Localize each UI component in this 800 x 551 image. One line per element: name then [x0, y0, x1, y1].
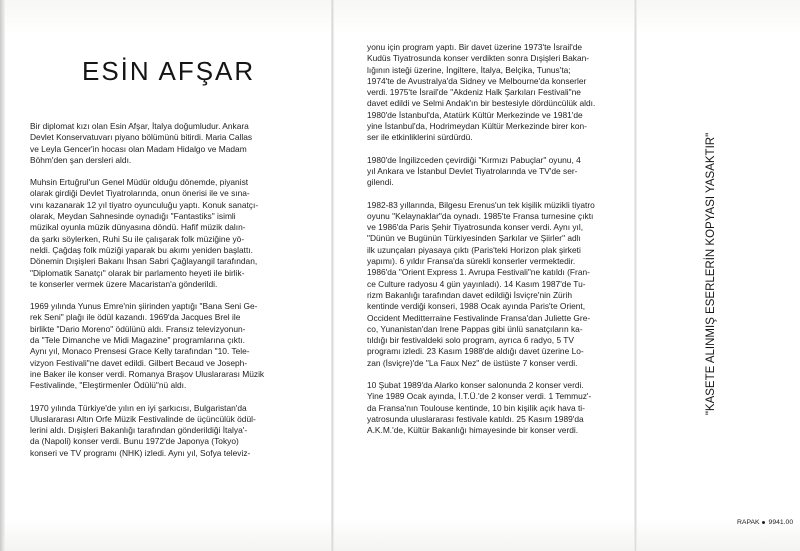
fold-line-1: [331, 0, 334, 551]
bio-paragraph: 1982-83 yıllarında, Bilgesu Erenus'un tek kişilik müzikli tiyatro oyunu "Kelaynaklar"da oynadı. 1985'te Fransa turnesine çıktı ve 1986'da Paris Şehir Tiyatrosunda konser verdi. Aynı yıl, "Dünün ve Bugünün Türkiyesinden Şarkılar ve Şiirler" adlı ilk uzunçaları piyasaya çıktı (Paris'teki Horizon plak şirketi yapımı). 6 yıldır Fransa'da sürekli konserler vermektedir. 1986'da "Orient Express 1. Avrupa Festivali"ne katıldı (Fran- ce Culture radyosu 4 gün yayınladı). 14 Kasım 1987'de Tu- rizm Bakanlığı tarafından davet edildiği İsviçre'nin Zürih kentinde verdiği konseri, 1988 Ocak ayında Paris'te Orient, Occident Meditterraine Festivalinde Fransa'dan Juliette Gre- co, Yunanistan'dan Irene Pappas gibi ünlü sanatçıların ka- tıldığı bir festivaldeki solo program, ayrıca 6 radyo, 5 TV programı izledi. 23 Kasım 1988'de aldığı davet üzerine Lo- zan (İsviçre)'de "La Faux Nez" de üstüste 7 konser verdi.: [367, 199, 595, 368]
bio-paragraph: 10 Şubat 1989'da Alarko konser salonunda 2 konser verdi. Yine 1989 Ocak ayında, İ.T.Ü.'de 2 konser verdi. 1 Temmuz'- da Fransa'nın Toulouse kentinde, 10 bin kişilik açık hava ti- yatrosunda uluslararası festivale katıldı. 25 Kasım 1989'da A.K.M.'de, Kültür Bakanlığı himayesinde bir konser verdi.: [367, 380, 592, 436]
bullet-icon: [762, 521, 765, 524]
copy-prohibited-notice: "KASETE ALINMIŞ ESERLERİN KOPYASI YASAKTIR": [705, 132, 717, 416]
bio-paragraph: Muhsin Ertuğrul'un Genel Müdür olduğu dönemde, piyanist olarak girdiği Devlet Tiyatrolarında, onun önerisi ile ve sına- vını kazanarak 12 yıl tiyatro oyunculuğu yaptı. Konuk sanatçı- olarak, Meydan Sahnesinde oynadığı "Fantastiks" isimli müzikal oyunla müzik dünyasına döndü. Hafif müzik dalın- da şarkı söylerken, Ruhi Su ile çalışarak folk müziğine yö- neldi. Çağdaş folk müziği yaparak bu akımı yeniden başlattı. Dönemin Dışişleri Bakanı İhsan Sabri Çağlayangil tarafından, "Diplomatik Sanatçı" olarak bir parlamento heyeti ile birlik- te konserler vermek üzere Macaristan'a gönderildi.: [30, 177, 259, 289]
bio-paragraph: 1969 yılında Yunus Emre'nin şiirinden yaptığı "Bana Seni Ge- rek Seni" plağı ile ödül kazandı. 1969'da Jacques Brel ile birlikte "Dario Moreno" ödülünü aldı. Fransız televizyonun- da "Tele Dimanche ve Midi Magazine" programlarına çıktı. Aynı yıl, Monaco Prensesi Grace Kelly tarafından "10. Tele- vizyon Festivali"ne davet edildi. Gilbert Becaud ve Joseph- ine Baker ile konser verdi. Romanya Braşov Uluslararası Müzik Festivalinde, "Eleştirmenler Ödülü"nü aldı.: [30, 301, 265, 391]
spine-panel: [703, 0, 719, 551]
biography-column-right: [367, 42, 629, 448]
bio-paragraph: yonu için program yaptı. Bir davet üzerine 1973'te İsrail'de Kudüs Tiyatrosunda konser verdikten sonra Dışişleri Bakan- lığının isteği üzerine, İngiltere, İtalya, Belçika, Tunus'ta; 1974'te de Avustralya'da Sidney ve Melbourne'da konserler verdi. 1975'te İsrail'de "Akdeniz Halk Şarkıları Festivali"ne davet edildi ve Selmi Andak'ın bir bestesiyle dördüncülük aldı. 1980'de İstanbul'da, Atatürk Kültür Merkezinde ve 1981'de yine İstanbul'da, Hodrimeydan Kültür Merkezinde birer kon- ser ile etkinliklerini sürdürdü.: [367, 42, 596, 143]
bio-paragraph: 1970 yılında Türkiye'de yılın en iyi şarkıcısı, Bulgaristan'da Uluslararası Altın Orfe Müzik Festivalinde de üçüncülük ödül- lerini aldı. Dışişleri Bakanlığı tarafından gönderildiği İtalya'- da (Napoli) konser verdi. Bunu 1972'de Japonya (Tokyo) konseri ve TV programı (NHK) izledi. Aynı yıl, Sofya televiz-: [30, 402, 256, 458]
biography-column-left: [30, 121, 326, 470]
publisher-label: [737, 519, 793, 526]
left-edge-shadow: [0, 0, 5, 551]
bio-paragraph: 1980'de İngilizceden çevirdiği "Kırmızı Pabuçlar" oyunu, 4 yıl Ankara ve İstanbul Devlet Tiyatrolarında ve TV'de ser- gilendi.: [367, 154, 581, 188]
artist-name-title: ESİN AFŞAR: [82, 56, 256, 86]
catalog-code: 9941.00: [768, 519, 794, 526]
bio-paragraph: Bir diplomat kızı olan Esin Afşar, İtalya doğumludur. Ankara Devlet Konservatuvarı piyano bölümünü bitirdi. Maria Callas ve Leyla Gencer'in hocası olan Madam Hidalgo ve Madam Böhm'den şan dersleri aldı.: [30, 121, 253, 165]
publisher-brand: RAPAK: [737, 519, 760, 526]
fold-line-2: [634, 0, 637, 551]
